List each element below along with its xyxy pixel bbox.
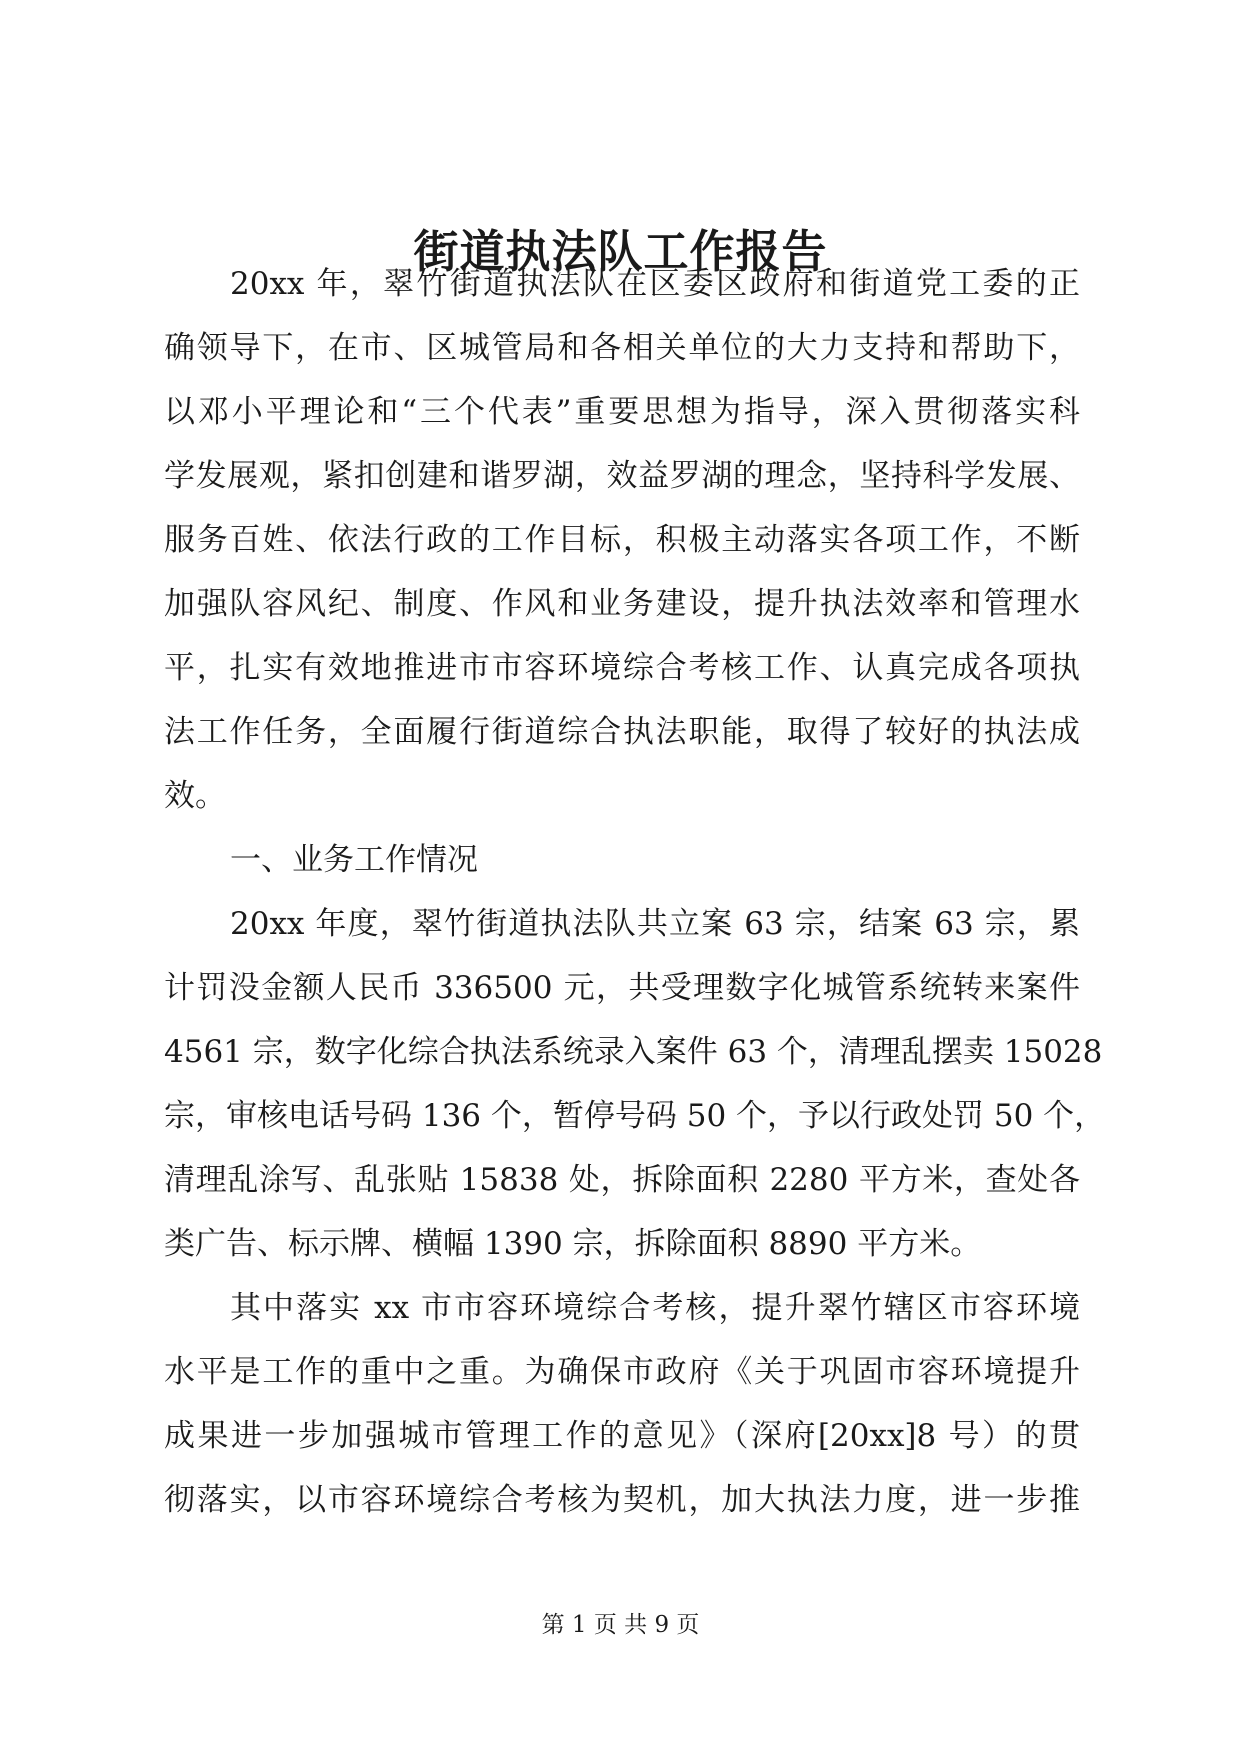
paragraph-line: 类广告、标示牌、横幅 1390 宗，拆除面积 8890 平方米。 (164, 1226, 982, 1262)
paragraph-line: 加强队容风纪、制度、作风和业务建设，提升执法效率和管理水 (164, 586, 1080, 622)
paragraph-line: 效。 (164, 778, 226, 814)
paragraph-line: 确领导下，在市、区城管局和各相关单位的大力支持和帮助下， (164, 330, 1080, 366)
paragraph-line: 清理乱涂写、乱张贴 15838 处，拆除面积 2280 平方米，查处各 (164, 1162, 1080, 1198)
paragraph-line: 宗，审核电话号码 136 个，暂停号码 50 个，予以行政处罚 50 个， (164, 1098, 1106, 1134)
paragraph-line: 彻落实，以市容环境综合考核为契机，加大执法力度，进一步推 (164, 1482, 1080, 1518)
page-footer: 第 1 页 共 9 页 (541, 1612, 700, 1638)
paragraph-line: 以邓小平理论和“三个代表”重要思想为指导，深入贯彻落实科 (164, 394, 1080, 430)
paragraph-line: 学发展观，紧扣创建和谐罗湖，效益罗湖的理念，坚持科学发展、 (164, 458, 1080, 494)
paragraph-line: 水平是工作的重中之重。为确保市政府《关于巩固市容环境提升 (164, 1354, 1080, 1390)
paragraph-line: 20xx 年，翠竹街道执法队在区委区政府和街道党工委的正 (230, 266, 1080, 302)
paragraph-line: 计罚没金额人民币 336500 元，共受理数字化城管系统转来案件 (164, 970, 1080, 1006)
paragraph-line: 成果进一步加强城市管理工作的意见》（深府[20xx]8 号）的贯 (164, 1418, 1080, 1454)
paragraph-line: 平，扎实有效地推进市市容环境综合考核工作、认真完成各项执 (164, 650, 1080, 686)
section-heading: 一、业务工作情况 (230, 842, 478, 878)
paragraph-line: 20xx 年度，翠竹街道执法队共立案 63 宗，结案 63 宗，累 (230, 906, 1080, 942)
document-title: 街道执法队工作报告 (413, 225, 828, 278)
paragraph-line: 法工作任务，全面履行街道综合执法职能，取得了较好的执法成 (164, 714, 1080, 750)
paragraph-line: 4561 宗，数字化综合执法系统录入案件 63 个，清理乱摆卖 15028 (164, 1034, 1103, 1070)
paragraph-line: 其中落实 xx 市市容环境综合考核，提升翠竹辖区市容环境 (230, 1290, 1080, 1326)
paragraph-line: 服务百姓、依法行政的工作目标，积极主动落实各项工作，不断 (164, 522, 1080, 558)
